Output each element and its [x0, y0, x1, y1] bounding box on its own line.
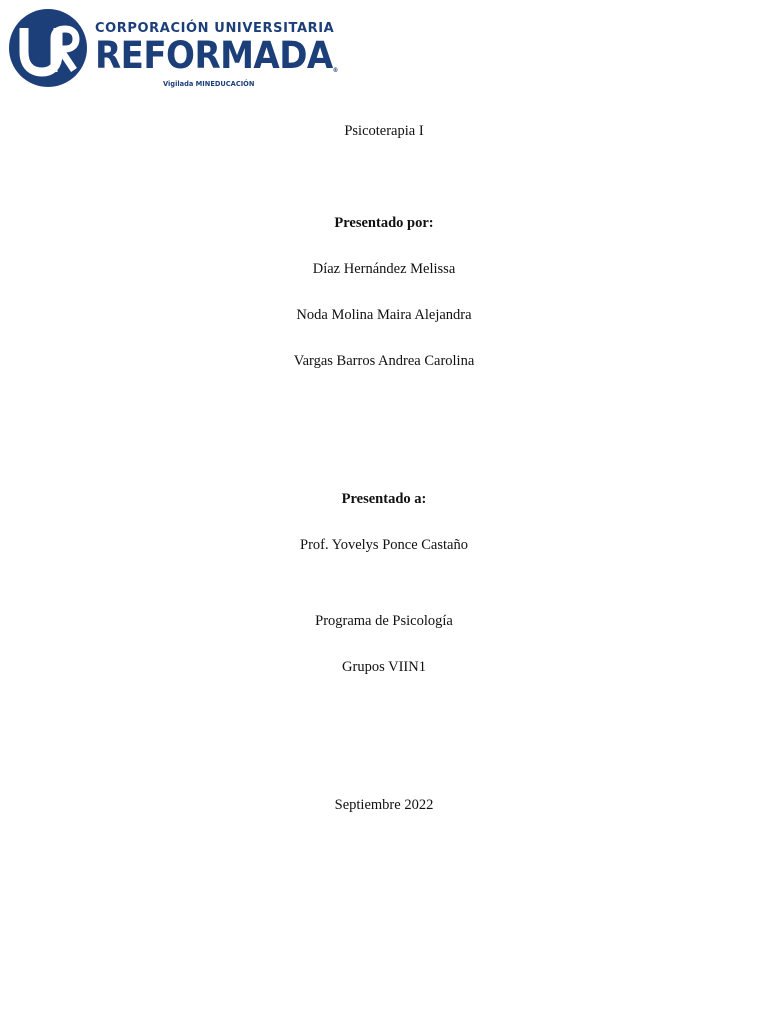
logo-reformada-text: REFORMADA: [95, 34, 333, 77]
presented-to-label: Presentado a:: [341, 491, 427, 507]
logo-wordmark: [95, 21, 339, 88]
group-name: Grupos VIIN1: [342, 659, 426, 675]
logo-line-reformada: [95, 34, 339, 77]
professor-name: Prof. Yovelys Ponce Castaño: [300, 537, 468, 553]
author-2: Noda Molina Maira Alejandra: [296, 307, 472, 323]
registered-mark: ®: [332, 67, 339, 74]
program-name: Programa de Psicología: [315, 613, 453, 629]
author-3: Vargas Barros Andrea Carolina: [293, 353, 475, 369]
logo-line-corporacion: CORPORACIÓN UNIVERSITARIA: [95, 21, 335, 36]
presented-by-label: Presentado por:: [334, 215, 434, 231]
document-date: Septiembre 2022: [334, 797, 434, 813]
logo-line-vigilada: Vigilada MINEDUCACIÓN: [163, 80, 255, 88]
university-logo: [8, 8, 339, 92]
author-1: Díaz Hernández Melissa: [312, 261, 456, 277]
course-title: Psicoterapia I: [344, 123, 424, 139]
ur-logo-icon: [8, 8, 88, 88]
